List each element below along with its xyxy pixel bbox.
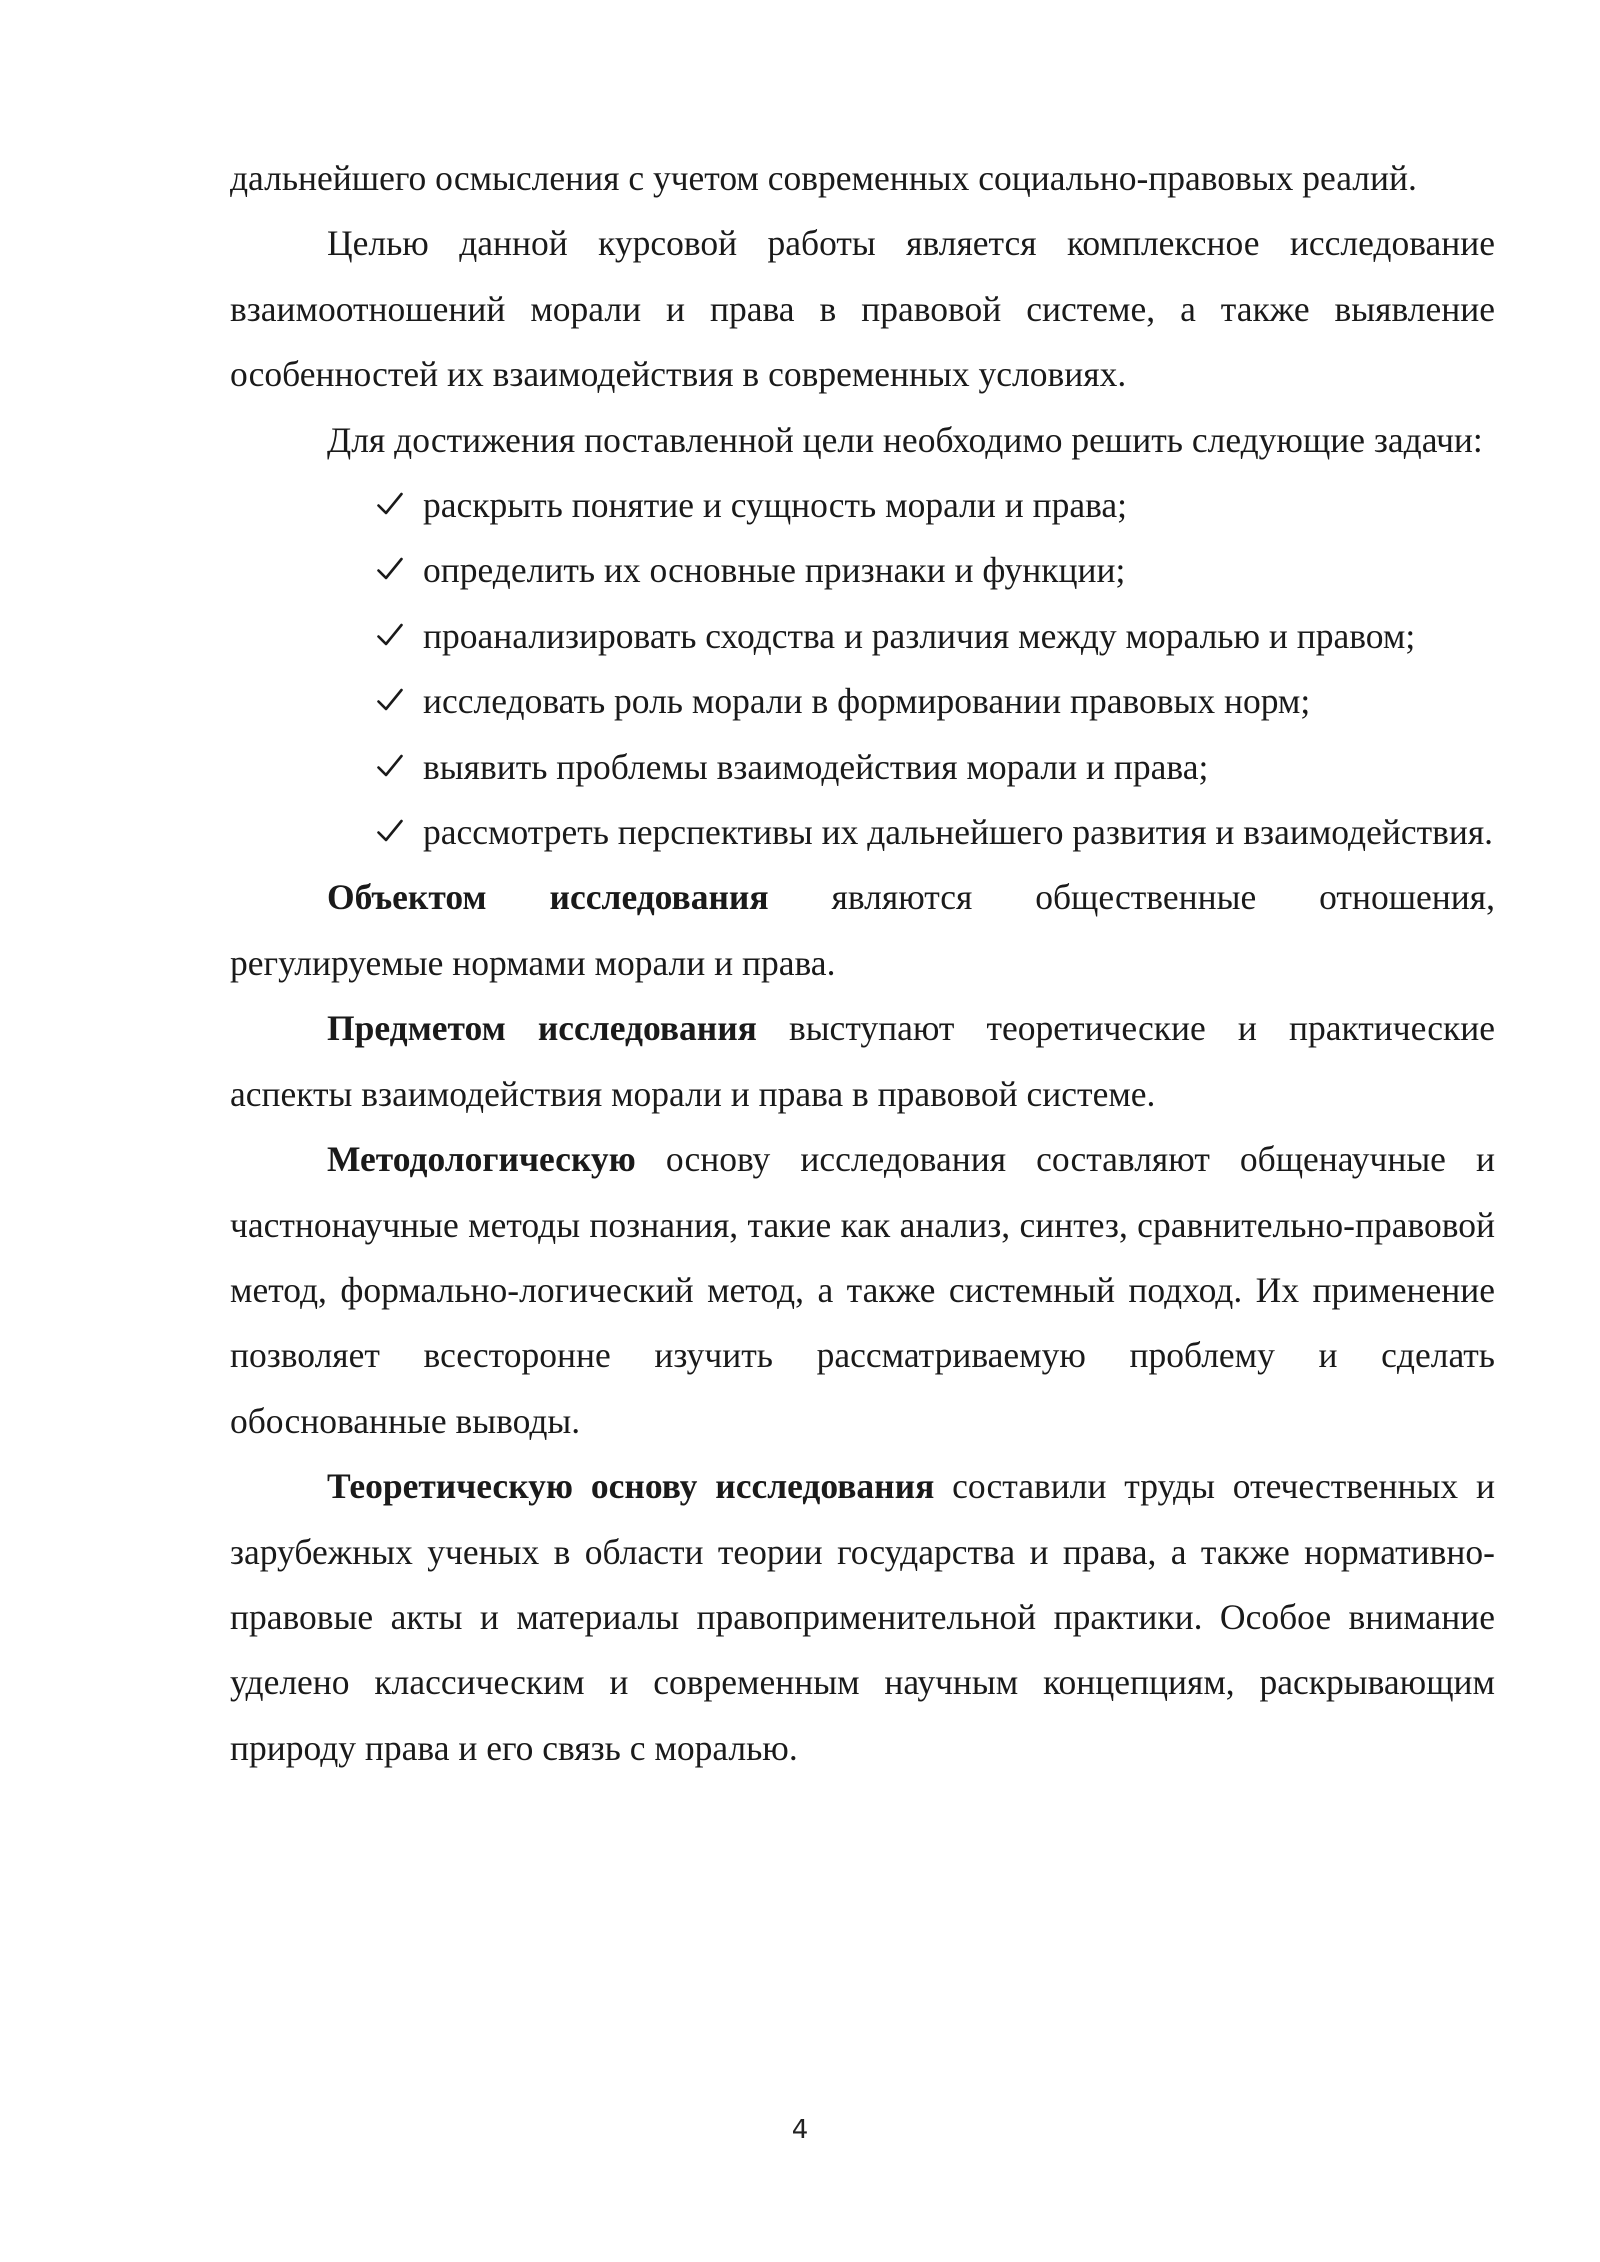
list-item: [423, 538, 1495, 603]
goal-paragraph: Целью данной курсовой работы является комплексное исследование взаимоотношений морали и права в правовой системе, а также выявление особенностей их взаимодействия в современных условиях.: [230, 223, 1495, 395]
theory-text: составили труды отечественных и зарубежных ученых в области теории государства и права, а также нормативно-правовые акты и материалы правоприменительной практики. Особое внимание уделено классическим и современным научным концепциям, раскрывающим природу права и его связь с моралью.: [230, 1466, 1495, 1768]
methodology-text: основу исследования составляют общенаучные и частнонаучные методы познания, такие как анализ, синтез, сравнительно-правовой метод, формально-логический метод, а также системный подход. Их применение позволяет всесторонне изучить рассматриваемую проблему и сделать обоснованные выводы.: [230, 1139, 1495, 1441]
object-text: являются общественные отношения, регулируемые нормами морали и права.: [230, 877, 1495, 983]
list-item-text: проанализировать сходства и различия между моралью и правом;: [423, 615, 1416, 656]
object-term: Объектом исследования: [327, 877, 769, 918]
list-item: [423, 669, 1495, 734]
list-item-text: рассмотреть перспективы их дальнейшего развития и взаимодействия.: [423, 812, 1494, 853]
list-item: [423, 735, 1495, 800]
theory-paragraph: [230, 1454, 1495, 1781]
check-icon: [377, 473, 407, 538]
list-item-text: исследовать роль морали в формировании правовых норм;: [423, 681, 1311, 722]
list-item: [423, 800, 1495, 865]
continuation-paragraph: дальнейшего осмысления с учетом современных социально-правовых реалий.: [230, 158, 1417, 198]
list-item: [423, 604, 1495, 669]
document-body: [230, 146, 1495, 1781]
subject-text: выступают теоретические и практические аспекты взаимодействия морали и права в правовой системе.: [230, 1008, 1495, 1114]
list-item-text: определить их основные признаки и функции;: [423, 550, 1126, 591]
check-icon: [377, 800, 407, 865]
subject-term: Предметом исследования: [327, 1008, 757, 1049]
check-icon: [377, 669, 407, 734]
object-paragraph: [230, 865, 1495, 996]
list-item: [423, 473, 1495, 538]
list-item-text: раскрыть понятие и сущность морали и права;: [423, 485, 1128, 526]
check-icon: [377, 604, 407, 669]
theory-term: Теоретическую основу исследования: [327, 1466, 935, 1507]
tasks-list: [230, 473, 1495, 865]
methodology-term: Методологическую: [327, 1139, 636, 1180]
subject-paragraph: [230, 996, 1495, 1127]
page-number: 4: [791, 2115, 809, 2145]
list-item-text: выявить проблемы взаимодействия морали и права;: [423, 746, 1209, 787]
check-icon: [377, 538, 407, 603]
check-icon: [377, 735, 407, 800]
methodology-paragraph: [230, 1127, 1495, 1454]
tasks-intro-paragraph: Для достижения поставленной цели необходимо решить следующие задачи:: [327, 419, 1483, 460]
